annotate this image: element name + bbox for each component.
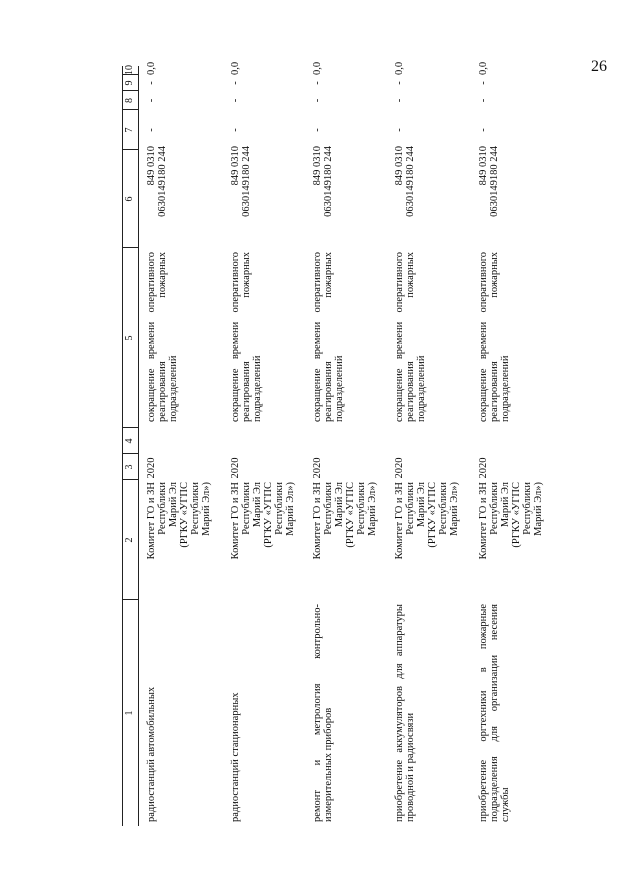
budget-classification-code	[312, 146, 334, 246]
code-line: 0630149180 244	[323, 146, 334, 217]
budget-classification-code	[478, 146, 500, 246]
executor-line: Комитет ГО и ЗН	[478, 482, 489, 560]
dash-value: -	[394, 98, 405, 103]
executor-line: Комитет ГО и ЗН	[230, 482, 241, 560]
column-header-7: 7	[124, 127, 135, 133]
row-description: ремонт и метрология контрольно-измерительных приборов	[312, 604, 334, 822]
code-line: 849 0310	[478, 146, 489, 186]
executor-line: (РГКУ «УГПС	[179, 482, 190, 548]
row-description: приобретение оргтехники в пожарные подразделения для организации несения службы	[478, 604, 511, 822]
executor-line: Марий Эл	[252, 482, 263, 528]
year: 2020	[146, 457, 157, 479]
code-line: 849 0310	[146, 146, 157, 186]
executor-line: Марий Эл»)	[367, 482, 378, 536]
executor-line: Республики	[241, 482, 252, 535]
amount-value: 0,0	[478, 61, 489, 75]
executor-line: Комитет ГО и ЗН	[394, 482, 405, 560]
page-number: 26	[591, 58, 607, 75]
year: 2020	[312, 457, 323, 479]
row-description: приобретение аккумуляторов для аппаратуры проводной и радиосвязи	[394, 604, 416, 822]
amount-value: 0,0	[146, 61, 157, 75]
table-row	[478, 61, 558, 826]
year: 2020	[394, 457, 405, 479]
amount-value: 0,0	[312, 61, 323, 75]
executor-line: Республики	[356, 482, 367, 535]
dash-value: -	[146, 128, 157, 132]
executor-line: Марий Эл	[416, 482, 427, 528]
responsible-executor	[146, 482, 212, 598]
executor-line: Комитет ГО и ЗН	[146, 482, 157, 560]
amount-value: 0,0	[230, 61, 241, 75]
dash-value: -	[146, 81, 157, 85]
code-line: 0630149180 244	[489, 146, 500, 217]
executor-line: Республики	[323, 482, 334, 535]
dash-value: -	[478, 128, 489, 132]
column-header-1: 1	[124, 710, 135, 716]
column-header-9: 9	[124, 80, 135, 86]
budget-classification-code	[394, 146, 416, 246]
row-description: радиостанций стационарных	[230, 692, 241, 822]
header-bottom-rule	[138, 66, 139, 826]
executor-line: Республики	[274, 482, 285, 535]
row-description: радиостанций автомобильных	[146, 686, 157, 822]
amount-value: 0,0	[394, 61, 405, 75]
executor-line: Марий Эл	[168, 482, 179, 528]
column-header-10: 10	[124, 65, 135, 75]
table-row	[230, 61, 310, 826]
executor-line: (РГКУ «УГПС	[263, 482, 274, 548]
expected-result: сокращение времени оперативного реагирования пожарных подразделений	[394, 252, 427, 422]
dash-value: -	[146, 98, 157, 103]
budget-classification-code	[146, 146, 168, 246]
executor-line: Республики	[190, 482, 201, 535]
executor-line: (РГКУ «УГПС	[511, 482, 522, 548]
expected-result: сокращение времени оперативного реагирования пожарных подразделений	[230, 252, 263, 422]
table-row	[312, 61, 392, 826]
responsible-executor	[394, 482, 460, 598]
code-line: 849 0310	[312, 146, 323, 186]
table-row	[146, 61, 226, 826]
code-line: 0630149180 244	[241, 146, 252, 217]
executor-line: Республики	[405, 482, 416, 535]
executor-line: Марий Эл	[500, 482, 511, 528]
dash-value: -	[230, 81, 241, 85]
executor-line: Марий Эл	[334, 482, 345, 528]
code-line: 849 0310	[394, 146, 405, 186]
dash-value: -	[478, 81, 489, 85]
dash-value: -	[230, 128, 241, 132]
executor-line: Республики	[157, 482, 168, 535]
dash-value: -	[312, 128, 323, 132]
executor-line: Марий Эл»)	[449, 482, 460, 536]
executor-line: Комитет ГО и ЗН	[312, 482, 323, 560]
executor-line: (РГКУ «УГПС	[345, 482, 356, 548]
expected-result: сокращение времени оперативного реагирования пожарных подразделений	[146, 252, 179, 422]
budget-classification-code	[230, 146, 252, 246]
dash-value: -	[312, 81, 323, 85]
executor-line: Марий Эл»)	[285, 482, 296, 536]
dash-value: -	[394, 128, 405, 132]
responsible-executor	[478, 482, 544, 598]
expected-result: сокращение времени оперативного реагирования пожарных подразделений	[312, 252, 345, 422]
column-header-2: 2	[124, 537, 135, 543]
column-header-4: 4	[124, 438, 135, 444]
column-header-5: 5	[124, 335, 135, 341]
column-header-8: 8	[124, 98, 135, 103]
column-header-6: 6	[124, 196, 135, 202]
column-header-3: 3	[124, 464, 135, 470]
table-top-rule	[122, 66, 123, 826]
code-line: 849 0310	[230, 146, 241, 186]
executor-line: Республики	[489, 482, 500, 535]
dash-value: -	[394, 81, 405, 85]
responsible-executor	[312, 482, 378, 598]
dash-value: -	[230, 98, 241, 103]
code-line: 0630149180 244	[405, 146, 416, 217]
dash-value: -	[478, 98, 489, 103]
year: 2020	[478, 457, 489, 479]
expected-result: сокращение времени оперативного реагирования пожарных подразделений	[478, 252, 511, 422]
year: 2020	[230, 457, 241, 479]
executor-line: Республики	[438, 482, 449, 535]
executor-line: Республики	[522, 482, 533, 535]
table-row	[394, 61, 474, 826]
executor-line: (РГКУ «УГПС	[427, 482, 438, 548]
executor-line: Марий Эл»)	[533, 482, 544, 536]
code-line: 0630149180 244	[157, 146, 168, 217]
responsible-executor	[230, 482, 296, 598]
executor-line: Марий Эл»)	[201, 482, 212, 536]
dash-value: -	[312, 98, 323, 103]
